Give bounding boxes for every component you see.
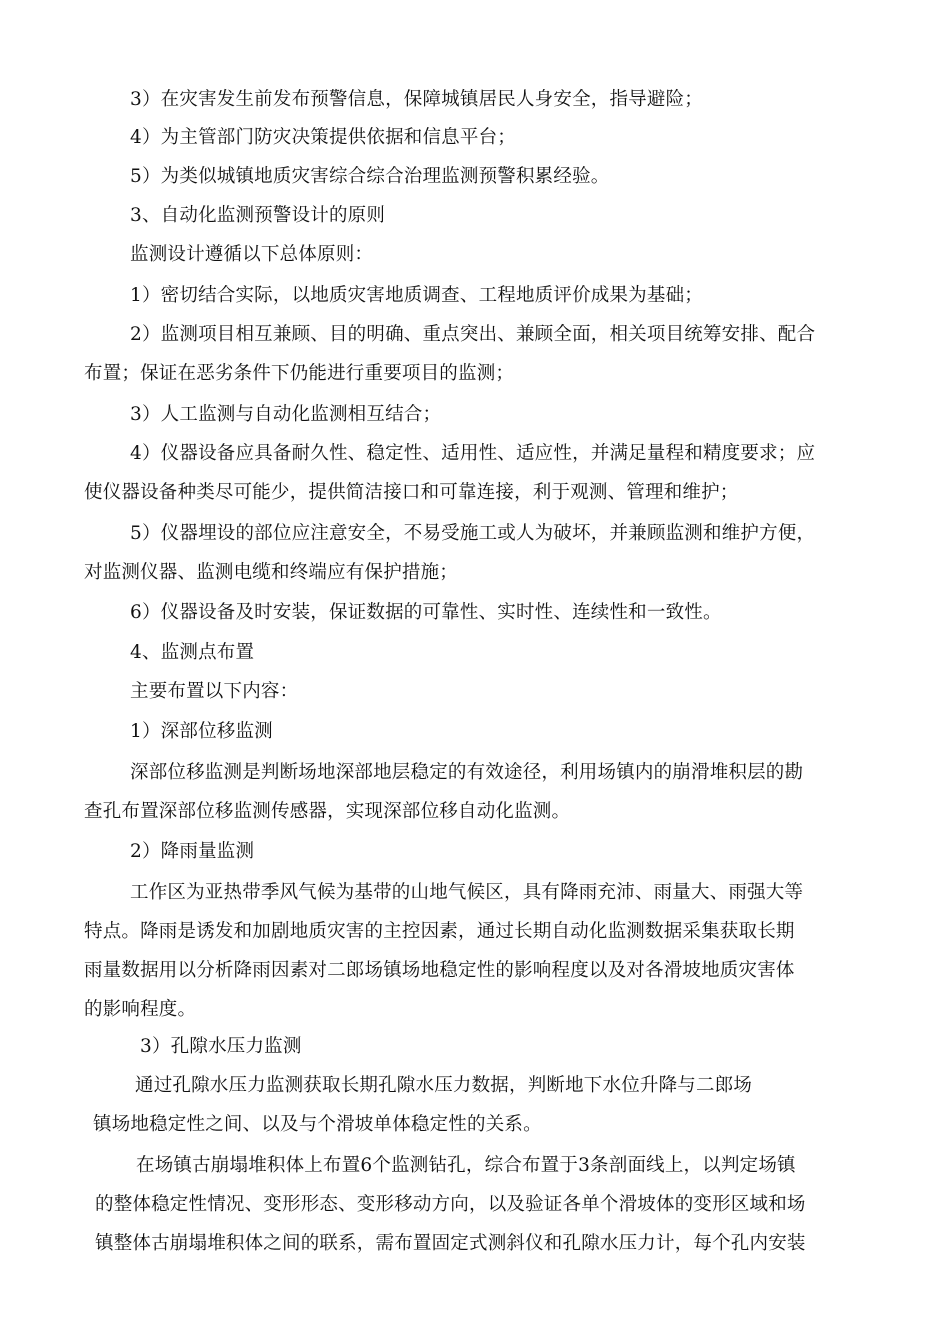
list-item-5: 5）为类似城镇地质灾害综合综合治理监测预警积累经验。 bbox=[130, 166, 610, 187]
principle-item-6: 6）仪器设备及时安装，保证数据的可靠性、实时性、连续性和一致性。 bbox=[130, 602, 722, 623]
body-paragraph: 工作区为亚热带季风气候为基带的山地气候区，具有降雨充沛、雨量大、雨强大等 bbox=[130, 882, 804, 903]
list-item-3: 3）在灾害发生前发布预警信息，保障城镇居民人身安全，指导避险； bbox=[130, 89, 703, 110]
principle-item-1: 1）密切结合实际，以地质灾害地质调查、工程地质评价成果为基础； bbox=[130, 285, 703, 306]
body-paragraph: 主要布置以下内容： bbox=[130, 681, 299, 702]
body-paragraph-cont: 镇整体古崩塌堆积体之间的联系，需布置固定式测斜仪和孔隙水压力计，每个孔内安装 bbox=[95, 1233, 806, 1254]
subheading-3: 3）孔隙水压力监测 bbox=[140, 1036, 302, 1057]
section-heading-4: 4、监测点布置 bbox=[130, 642, 255, 663]
body-paragraph-cont: 镇场地稳定性之间、以及与个滑坡单体稳定性的关系。 bbox=[93, 1114, 542, 1135]
principle-item-4: 4）仪器设备应具备耐久性、稳定性、适用性、适应性，并满足量程和精度要求；应 bbox=[130, 443, 816, 464]
body-paragraph-cont: 的影响程度。 bbox=[84, 999, 197, 1020]
principle-item-5: 5）仪器埋设的部位应注意安全，不易受施工或人为破坏，并兼顾监测和维护方便， bbox=[130, 523, 816, 544]
body-paragraph: 深部位移监测是判断场地深部地层稳定的有效途径，利用场镇内的崩滑堆积层的勘 bbox=[130, 762, 804, 783]
principle-item-4-cont: 使仪器设备种类尽可能少，提供简洁接口和可靠连接，利于观测、管理和维护； bbox=[84, 482, 739, 503]
body-paragraph: 通过孔隙水压力监测获取长期孔隙水压力数据，判断地下水位升降与二郎场 bbox=[135, 1075, 753, 1096]
body-paragraph-cont: 雨量数据用以分析降雨因素对二郎场镇场地稳定性的影响程度以及对各滑坡地质灾害体 bbox=[84, 960, 795, 981]
principle-item-3: 3）人工监测与自动化监测相互结合； bbox=[130, 404, 442, 425]
principle-item-2-cont: 布置；保证在恶劣条件下仍能进行重要项目的监测； bbox=[84, 363, 515, 384]
subheading-1: 1）深部位移监测 bbox=[130, 721, 273, 742]
section-heading-3: 3、自动化监测预警设计的原则 bbox=[130, 205, 386, 226]
body-paragraph: 监测设计遵循以下总体原则： bbox=[130, 244, 374, 265]
body-paragraph-cont: 的整体稳定性情况、变形形态、变形移动方向，以及验证各单个滑坡体的变形区域和场 bbox=[95, 1194, 806, 1215]
body-paragraph: 在场镇古崩塌堆积体上布置6个监测钻孔，综合布置于3条剖面线上，以判定场镇 bbox=[136, 1155, 796, 1176]
subheading-2: 2）降雨量监测 bbox=[130, 841, 255, 862]
body-paragraph-cont: 查孔布置深部位移监测传感器，实现深部位移自动化监测。 bbox=[84, 801, 571, 822]
principle-item-5-cont: 对监测仪器、监测电缆和终端应有保护措施； bbox=[84, 562, 459, 583]
principle-item-2: 2）监测项目相互兼顾、目的明确、重点突出、兼顾全面，相关项目统筹安排、配合 bbox=[130, 324, 816, 345]
list-item-4: 4）为主管部门防灾决策提供依据和信息平台； bbox=[130, 127, 516, 148]
body-paragraph-cont: 特点。降雨是诱发和加剧地质灾害的主控因素，通过长期自动化监测数据采集获取长期 bbox=[84, 921, 795, 942]
